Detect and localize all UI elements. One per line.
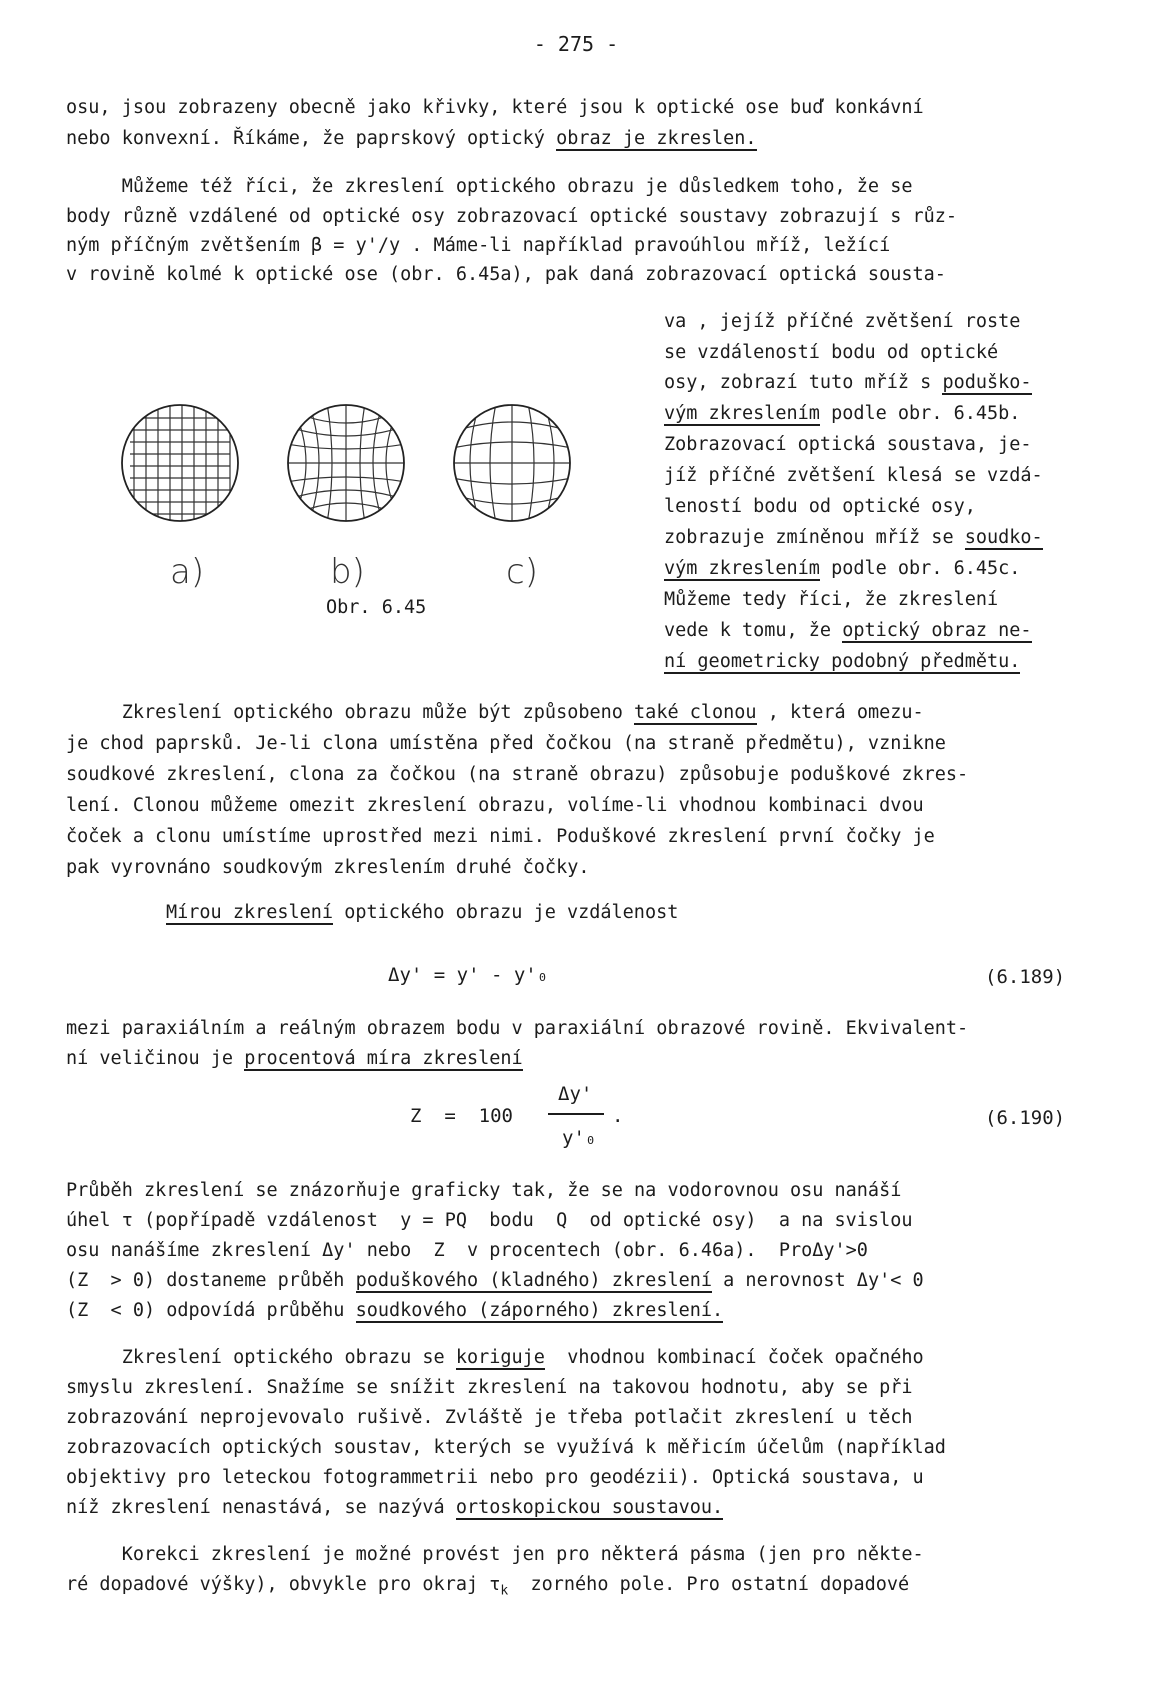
- figure-caption: Obr. 6.45: [326, 597, 427, 618]
- figure-label-c: c): [506, 552, 538, 592]
- term-measure: Mírou zkreslení: [166, 902, 334, 923]
- text-line: vým zkreslením podle obr. 6.45b.: [664, 403, 1021, 424]
- equation-lhs: Z = 100: [410, 1105, 513, 1127]
- term-pincushion-positive: poduškového (kladného) zkreslení: [355, 1270, 713, 1291]
- text-line: (Z < 0) odpovídá průběhu soudkového (záporného) zkreslení.: [66, 1300, 724, 1321]
- term-not-similar-cont: ní geometricky podobný předmětu.: [664, 651, 1021, 672]
- text-line: vým zkreslením podle obr. 6.45c.: [664, 558, 1021, 579]
- pincushion-grid: [286, 403, 406, 523]
- text-line: leností bodu od optické osy,: [664, 496, 976, 517]
- text-line: (Z > 0) dostaneme průběh poduškového (kladného) zkreslení a nerovnost Δy'< 0: [66, 1270, 924, 1291]
- text-line: ným příčným zvětšením β = y'/y . Máme-li například pravoúhlou mříž, ležící: [66, 235, 891, 256]
- text-line: osu nanášíme zkreslení Δy' nebo Z v procentech (obr. 6.46a). ProΔy'>0: [66, 1240, 868, 1261]
- text-line: Můžeme tedy říci, že zkreslení: [664, 589, 999, 610]
- fraction-denominator: y'₀: [562, 1127, 597, 1149]
- barrel-grid: [452, 403, 572, 523]
- text-line: lení. Clonou můžeme omezit zkreslení obrazu, volíme-li vhodnou kombinaci dvou: [66, 795, 924, 816]
- term-percent-distortion: procentová míra zkreslení: [244, 1048, 523, 1069]
- text-line: smyslu zkreslení. Snažíme se snížit zkreslení na takovou hodnotu, aby se při: [66, 1377, 913, 1398]
- term-barrel-cont: vým zkreslením: [664, 558, 820, 579]
- text-line: se vzdáleností bodu od optické: [664, 342, 999, 363]
- text-line: Zkreslení optického obrazu může být způsobeno také clonou , která omezu-: [66, 702, 924, 723]
- term-corrects: koriguje: [455, 1347, 545, 1368]
- text-line: vede k tomu, že optický obraz ne-: [664, 620, 1032, 641]
- equation-6-189: Δy' = y' - y'₀: [388, 964, 549, 986]
- term-pincushion: poduško-: [942, 372, 1032, 393]
- fraction-numerator: Δy': [558, 1083, 593, 1105]
- text-line: zobrazovacích optických soustav, kterých se využívá k měřicím účelům (například: [66, 1437, 946, 1458]
- text-line: jíž příčné zvětšení klesá se vzdá-: [664, 465, 1043, 486]
- page-number: - 275 -: [533, 32, 619, 56]
- text-line: ní veličinou je procentová míra zkreslení: [66, 1048, 523, 1069]
- figure-label-b: b): [330, 552, 365, 592]
- term-orthoscopic: ortoskopickou soustavou.: [455, 1497, 724, 1518]
- text-line: Můžeme též říci, že zkreslení optického obrazu je důsledkem toho, že se: [66, 176, 913, 197]
- text-line: Mírou zkreslení optického obrazu je vzdálenost: [166, 902, 679, 923]
- text-line: níž zkreslení nenastává, se nazývá ortoskopickou soustavou.: [66, 1497, 724, 1518]
- fraction-bar: [548, 1113, 604, 1115]
- term-aperture: také clonou: [634, 702, 757, 723]
- term-distorted: obraz je zkreslen.: [556, 128, 757, 149]
- text-line: Průběh zkreslení se znázorňuje graficky tak, že se na vodorovnou osu nanáší: [66, 1180, 902, 1201]
- equation-number: (6.189): [985, 966, 1066, 988]
- text-line: Zkreslení optického obrazu se koriguje vhodnou kombinací čoček opačného: [66, 1347, 924, 1368]
- equation-dot: .: [612, 1105, 624, 1127]
- text-line: osy, zobrazí tuto mříž s poduško-: [664, 372, 1032, 393]
- text-line: čoček a clonu umístíme uprostřed mezi nimi. Poduškové zkreslení první čočky je: [66, 826, 935, 847]
- text-line: v rovině kolmé k optické ose (obr. 6.45a), pak daná zobrazovací optická sousta-: [66, 264, 946, 285]
- text-line: nebo konvexní. Říkáme, že paprskový optický obraz je zkreslen.: [66, 128, 757, 149]
- text-line: pak vyrovnáno soudkovým zkreslením druhé čočky.: [66, 857, 590, 878]
- text-line: soudkové zkreslení, clona za čočkou (na straně obrazu) způsobuje poduškové zkres-: [66, 764, 969, 785]
- text-line: [664, 651, 1020, 673]
- text-line: ré dopadové výšky), obvykle pro okraj $\tau_k$ zorného pole. Pro ostatní dopadové: [66, 1574, 910, 1599]
- figure-label-a: a): [170, 552, 205, 592]
- equation-number: (6.190): [985, 1107, 1066, 1129]
- text-line: osu, jsou zobrazeny obecně jako křivky, které jsou k optické ose buď konkávní: [66, 97, 924, 118]
- text-line: objektivy pro leteckou fotogrammetrii nebo pro geodézii). Optická soustava, u: [66, 1467, 924, 1488]
- text-line: úhel τ (popřípadě vzdálenost y = PQ bodu Q od optické osy) a na svislou: [66, 1210, 913, 1231]
- term-barrel: soudko-: [964, 527, 1043, 548]
- text-line: zobrazování neprojevovalo rušivě. Zvláště je třeba potlačit zkreslení u těch: [66, 1407, 913, 1428]
- term-pincushion-cont: vým zkreslením: [664, 403, 820, 424]
- term-barrel-negative: soudkového (záporného) zkreslení.: [355, 1300, 724, 1321]
- text-line: Korekci zkreslení je možné provést jen pro některá pásma (jen pro někte-: [66, 1544, 924, 1565]
- text-line: zobrazuje zmíněnou mříž se soudko-: [664, 527, 1043, 548]
- rectilinear-grid: [130, 403, 230, 523]
- text-line: mezi paraxiálním a reálným obrazem bodu v paraxiální obrazové rovině. Ekvivalent-: [66, 1018, 969, 1039]
- text-line: Zobrazovací optická soustava, je-: [664, 434, 1032, 455]
- term-not-similar: optický obraz ne-: [842, 620, 1032, 641]
- distortion-figure: [120, 398, 590, 538]
- text-line: va , jejíž příčné zvětšení roste: [664, 311, 1021, 332]
- text-line: body různě vzdálené od optické osy zobrazovací optické soustavy zobrazují s růz-: [66, 206, 958, 227]
- text-line: je chod paprsků. Je-li clona umístěna před čočkou (na straně předmětu), vznikne: [66, 733, 946, 754]
